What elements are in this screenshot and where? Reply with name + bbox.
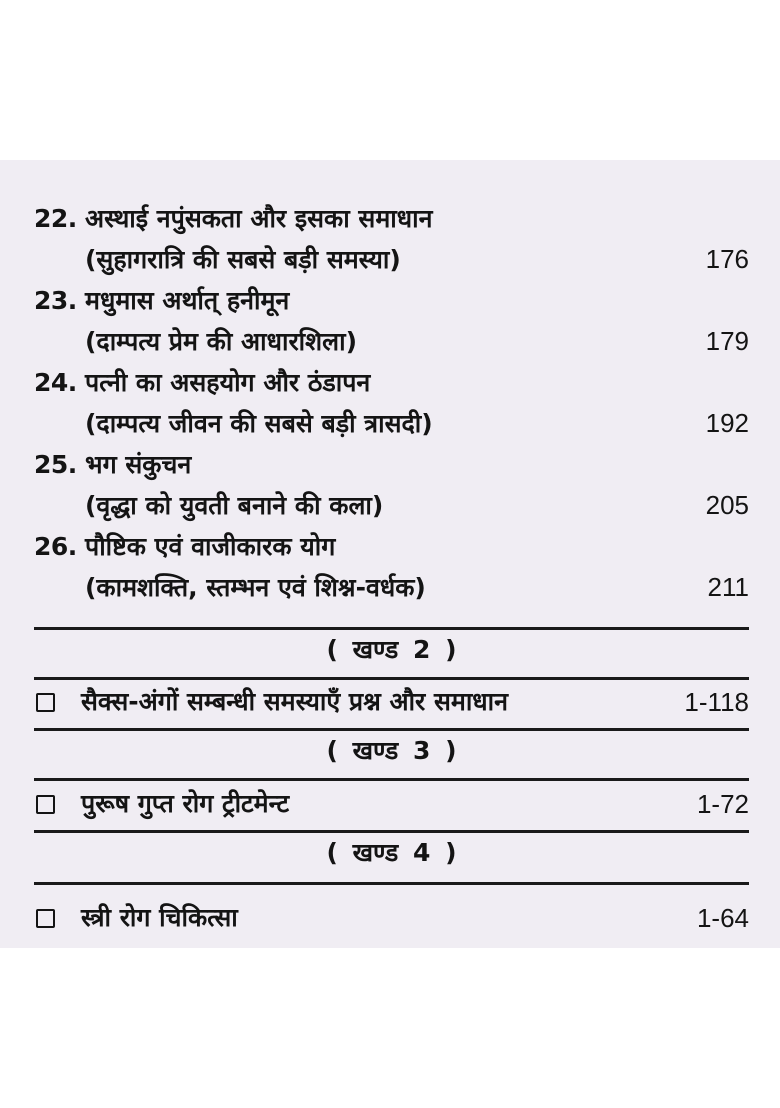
entry-number: 22. [34,204,77,233]
section-item-page-range: 1-64 [696,903,749,933]
divider-rule [34,677,749,680]
entry-subtitle: (कामशक्ति, स्तम्भन एवं शिश्न-वर्धक) [85,573,426,602]
toc-entry-subtitle-row [34,239,749,280]
table-of-contents [34,198,749,608]
toc-entry-title-row [34,198,749,239]
section-item-page-range: 1-118 [684,687,749,717]
divider-rule [34,778,749,781]
checkbox-square-icon [36,795,55,814]
toc-entry-subtitle-row [34,567,749,608]
entry-subtitle: (दाम्पत्य प्रेम की आधारशिला) [85,327,358,356]
entry-page-number: 179 [705,326,749,356]
entry-subtitle: (वृद्धा को युवती बनाने की कला) [85,491,384,520]
entry-title: भग संकुचन [85,450,192,479]
section-heading-khand-2: ( खण्ड 2 ) [326,635,457,664]
toc-entry-title-row [34,362,749,403]
toc-entry-subtitle-row [34,485,749,526]
section-item-khand-4 [34,898,749,938]
checkbox-square-icon [36,693,55,712]
toc-entry-subtitle-row [34,403,749,444]
toc-entry-title-row [34,280,749,321]
toc-entry-title-row [34,526,749,567]
section-item-title: स्त्री रोग चिकित्सा [81,903,238,932]
section-item-khand-3 [34,784,749,824]
section-item-khand-2 [34,682,749,722]
entry-page-number: 211 [707,572,749,602]
entry-page-number: 176 [705,244,749,274]
entry-number: 25. [34,450,77,479]
entry-subtitle: (सुहागरात्रि की सबसे बड़ी समस्या) [85,245,401,274]
entry-page-number: 192 [705,408,749,438]
book-page [0,160,780,948]
checkbox-square-icon [36,909,55,928]
section-item-title: सैक्स-अंगों सम्बन्धी समस्याएँ प्रश्न और समाधान [81,687,509,716]
entry-title: पौष्टिक एवं वाजीकारक योग [85,532,336,561]
entry-number: 24. [34,368,77,397]
section-item-page-range: 1-72 [696,789,749,819]
entry-title: अस्थाई नपुंसकता और इसका समाधान [85,204,433,233]
entry-subtitle: (दाम्पत्य जीवन की सबसे बड़ी त्रासदी) [85,409,433,438]
toc-entry-title-row [34,444,749,485]
divider-rule [34,882,749,885]
section-heading-khand-3: ( खण्ड 3 ) [326,736,457,765]
entry-title: मधुमास अर्थात् हनीमून [85,286,290,315]
section-item-title: पुरूष गुप्त रोग ट्रीटमेन्ट [81,789,290,818]
entry-title: पत्नी का असहयोग और ठंडापन [85,368,371,397]
section-heading-khand-4: ( खण्ड 4 ) [326,838,457,867]
toc-entry-subtitle-row [34,321,749,362]
entry-page-number: 205 [705,490,749,520]
entry-number: 23. [34,286,77,315]
entry-number: 26. [34,532,77,561]
